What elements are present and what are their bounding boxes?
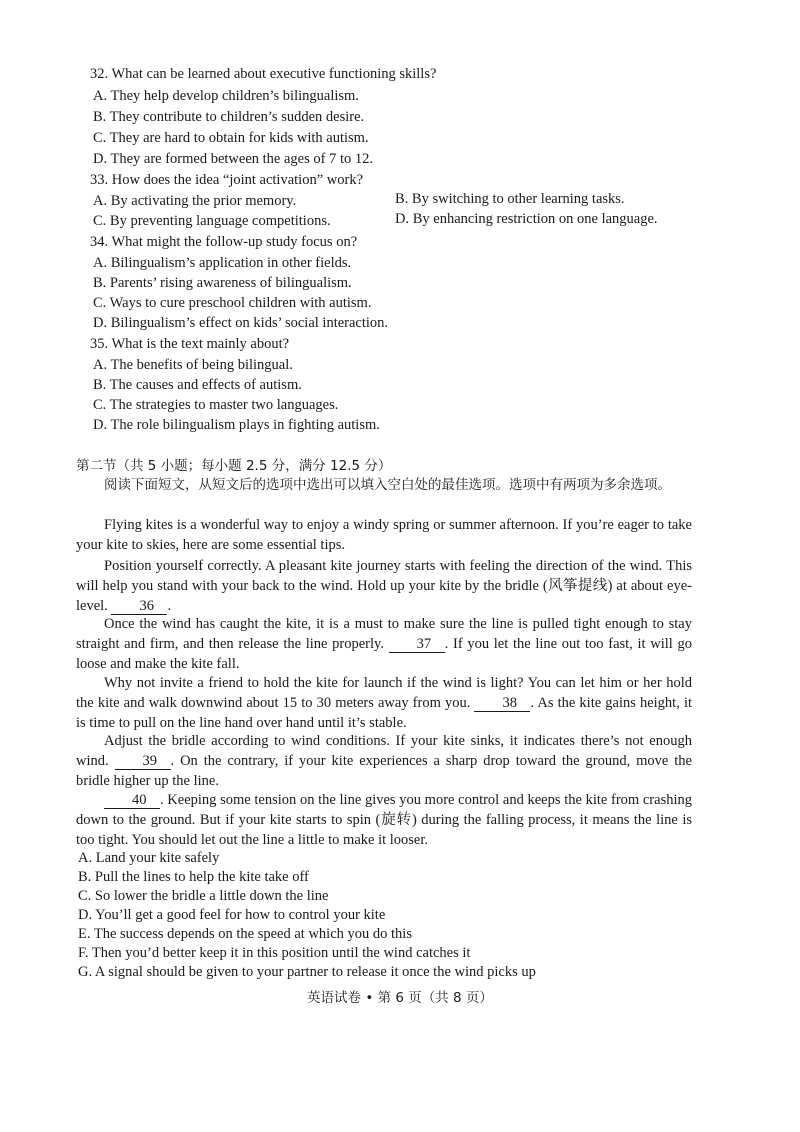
blank-36: 36	[111, 598, 167, 615]
blank-38: 38	[474, 695, 530, 712]
question-35-option-c: C. The strategies to master two languages.	[93, 397, 339, 413]
question-33-option-c: C. By preventing language competitions.	[93, 213, 331, 229]
question-33-option-b: B. By switching to other learning tasks.	[395, 191, 625, 207]
question-34-stem: 34. What might the follow-up study focus on?	[90, 234, 358, 250]
section-2-instruction: 阅读下面短文，从短文后的选项中选出可以填入空白处的最佳选项。选项中有两项为多余选项。	[104, 477, 671, 493]
paragraph-2-end: .	[167, 598, 172, 614]
passage-paragraph-6	[76, 790, 692, 850]
passage-paragraph-1: Flying kites is a wonderful way to enjoy a windy spring or summer afternoon. If you’re eager to take your kite to skies, here are some essential tips.	[76, 517, 692, 553]
question-32-option-c: C. They are hard to obtain for kids with autism.	[93, 130, 369, 146]
question-32-option-b: B. They contribute to children’s sudden desire.	[93, 109, 365, 125]
paragraph-4-text-start: Why not invite a friend to hold the kite for launch if the wind is light? You can let him or her hold the kite and walk downwind about 15 to 30 meters away from you.	[76, 675, 692, 711]
option-a: A. Land your kite safely	[78, 850, 220, 866]
question-34-option-b: B. Parents’ rising awareness of bilingualism.	[93, 275, 352, 291]
blank-40: 40	[104, 792, 160, 809]
passage-paragraph-2	[76, 556, 692, 616]
option-g: G. A signal should be given to your partner to release it once the wind picks up	[78, 964, 536, 980]
question-34-option-c: C. Ways to cure preschool children with autism.	[93, 295, 372, 311]
passage-paragraph-4	[76, 673, 692, 733]
section-2-heading: 第二节（共 5 小题；每小题 2.5 分，满分 12.5 分）	[76, 458, 392, 474]
blank-39: 39	[115, 753, 171, 770]
option-b: B. Pull the lines to help the kite take off	[78, 869, 309, 885]
question-32-stem: 32. What can be learned about executive functioning skills?	[90, 66, 437, 82]
question-34-option-a: A. Bilingualism’s application in other fields.	[93, 255, 352, 271]
paragraph-4-text-end: . As the kite gains height, it is time to pull on the line hand over hand until it’s stable.	[76, 695, 692, 731]
question-34-option-d: D. Bilingualism’s effect on kids’ social interaction.	[93, 315, 389, 331]
option-c: C. So lower the bridle a little down the line	[78, 888, 329, 904]
page-footer: 英语试卷 • 第 6 页（共 8 页）	[307, 990, 493, 1006]
option-e: E. The success depends on the speed at which you do this	[78, 926, 412, 942]
question-35-option-b: B. The causes and effects of autism.	[93, 377, 302, 393]
passage-paragraph-3	[76, 614, 692, 674]
paragraph-3-text-start: Once the wind has caught the kite, it is a must to make sure the line is pulled tight enough to stay straight and firm, and then release the line properly.	[76, 616, 692, 652]
question-33-option-d: D. By enhancing restriction on one language.	[395, 211, 658, 227]
question-33-option-a: A. By activating the prior memory.	[93, 193, 297, 209]
passage-paragraph-5	[76, 731, 692, 791]
blank-37: 37	[389, 636, 445, 653]
question-33-stem: 33. How does the idea “joint activation” work?	[90, 172, 364, 188]
question-35-option-d: D. The role bilingualism plays in fighting autism.	[93, 417, 380, 433]
question-32-option-a: A. They help develop children’s bilingualism.	[93, 88, 359, 104]
paragraph-5-text-start: Adjust the bridle according to wind conditions. If your kite sinks, it indicates there’s not enough wind.	[76, 733, 692, 769]
question-35-stem: 35. What is the text mainly about?	[90, 336, 290, 352]
option-d: D. You’ll get a good feel for how to control your kite	[78, 907, 386, 923]
paragraph-2-text: Position yourself correctly. A pleasant kite journey starts with feeling the direction of the wind. This will help you stand with your back to the wind. Hold up your kite by the bridle (风筝提线) at about eye-level.	[76, 558, 692, 614]
paragraph-5-text-end: . On the contrary, if your kite experiences a sharp drop toward the ground, move the bridle higher up the line.	[76, 753, 692, 789]
question-35-option-a: A. The benefits of being bilingual.	[93, 357, 293, 373]
option-f: F. Then you’d better keep it in this position until the wind catches it	[78, 945, 471, 961]
paragraph-3-text-end: . If you let the line out too fast, it will go loose and make the kite fall.	[76, 636, 693, 672]
question-32-option-d: D. They are formed between the ages of 7 to 12.	[93, 151, 373, 167]
paragraph-6-text: . Keeping some tension on the line gives you more control and keeps the kite from crashing down to the ground. But if your kite starts to spin (旋转) during the falling process, it means the line is too tight. You should let out the line a little to make it looser.	[76, 792, 692, 848]
